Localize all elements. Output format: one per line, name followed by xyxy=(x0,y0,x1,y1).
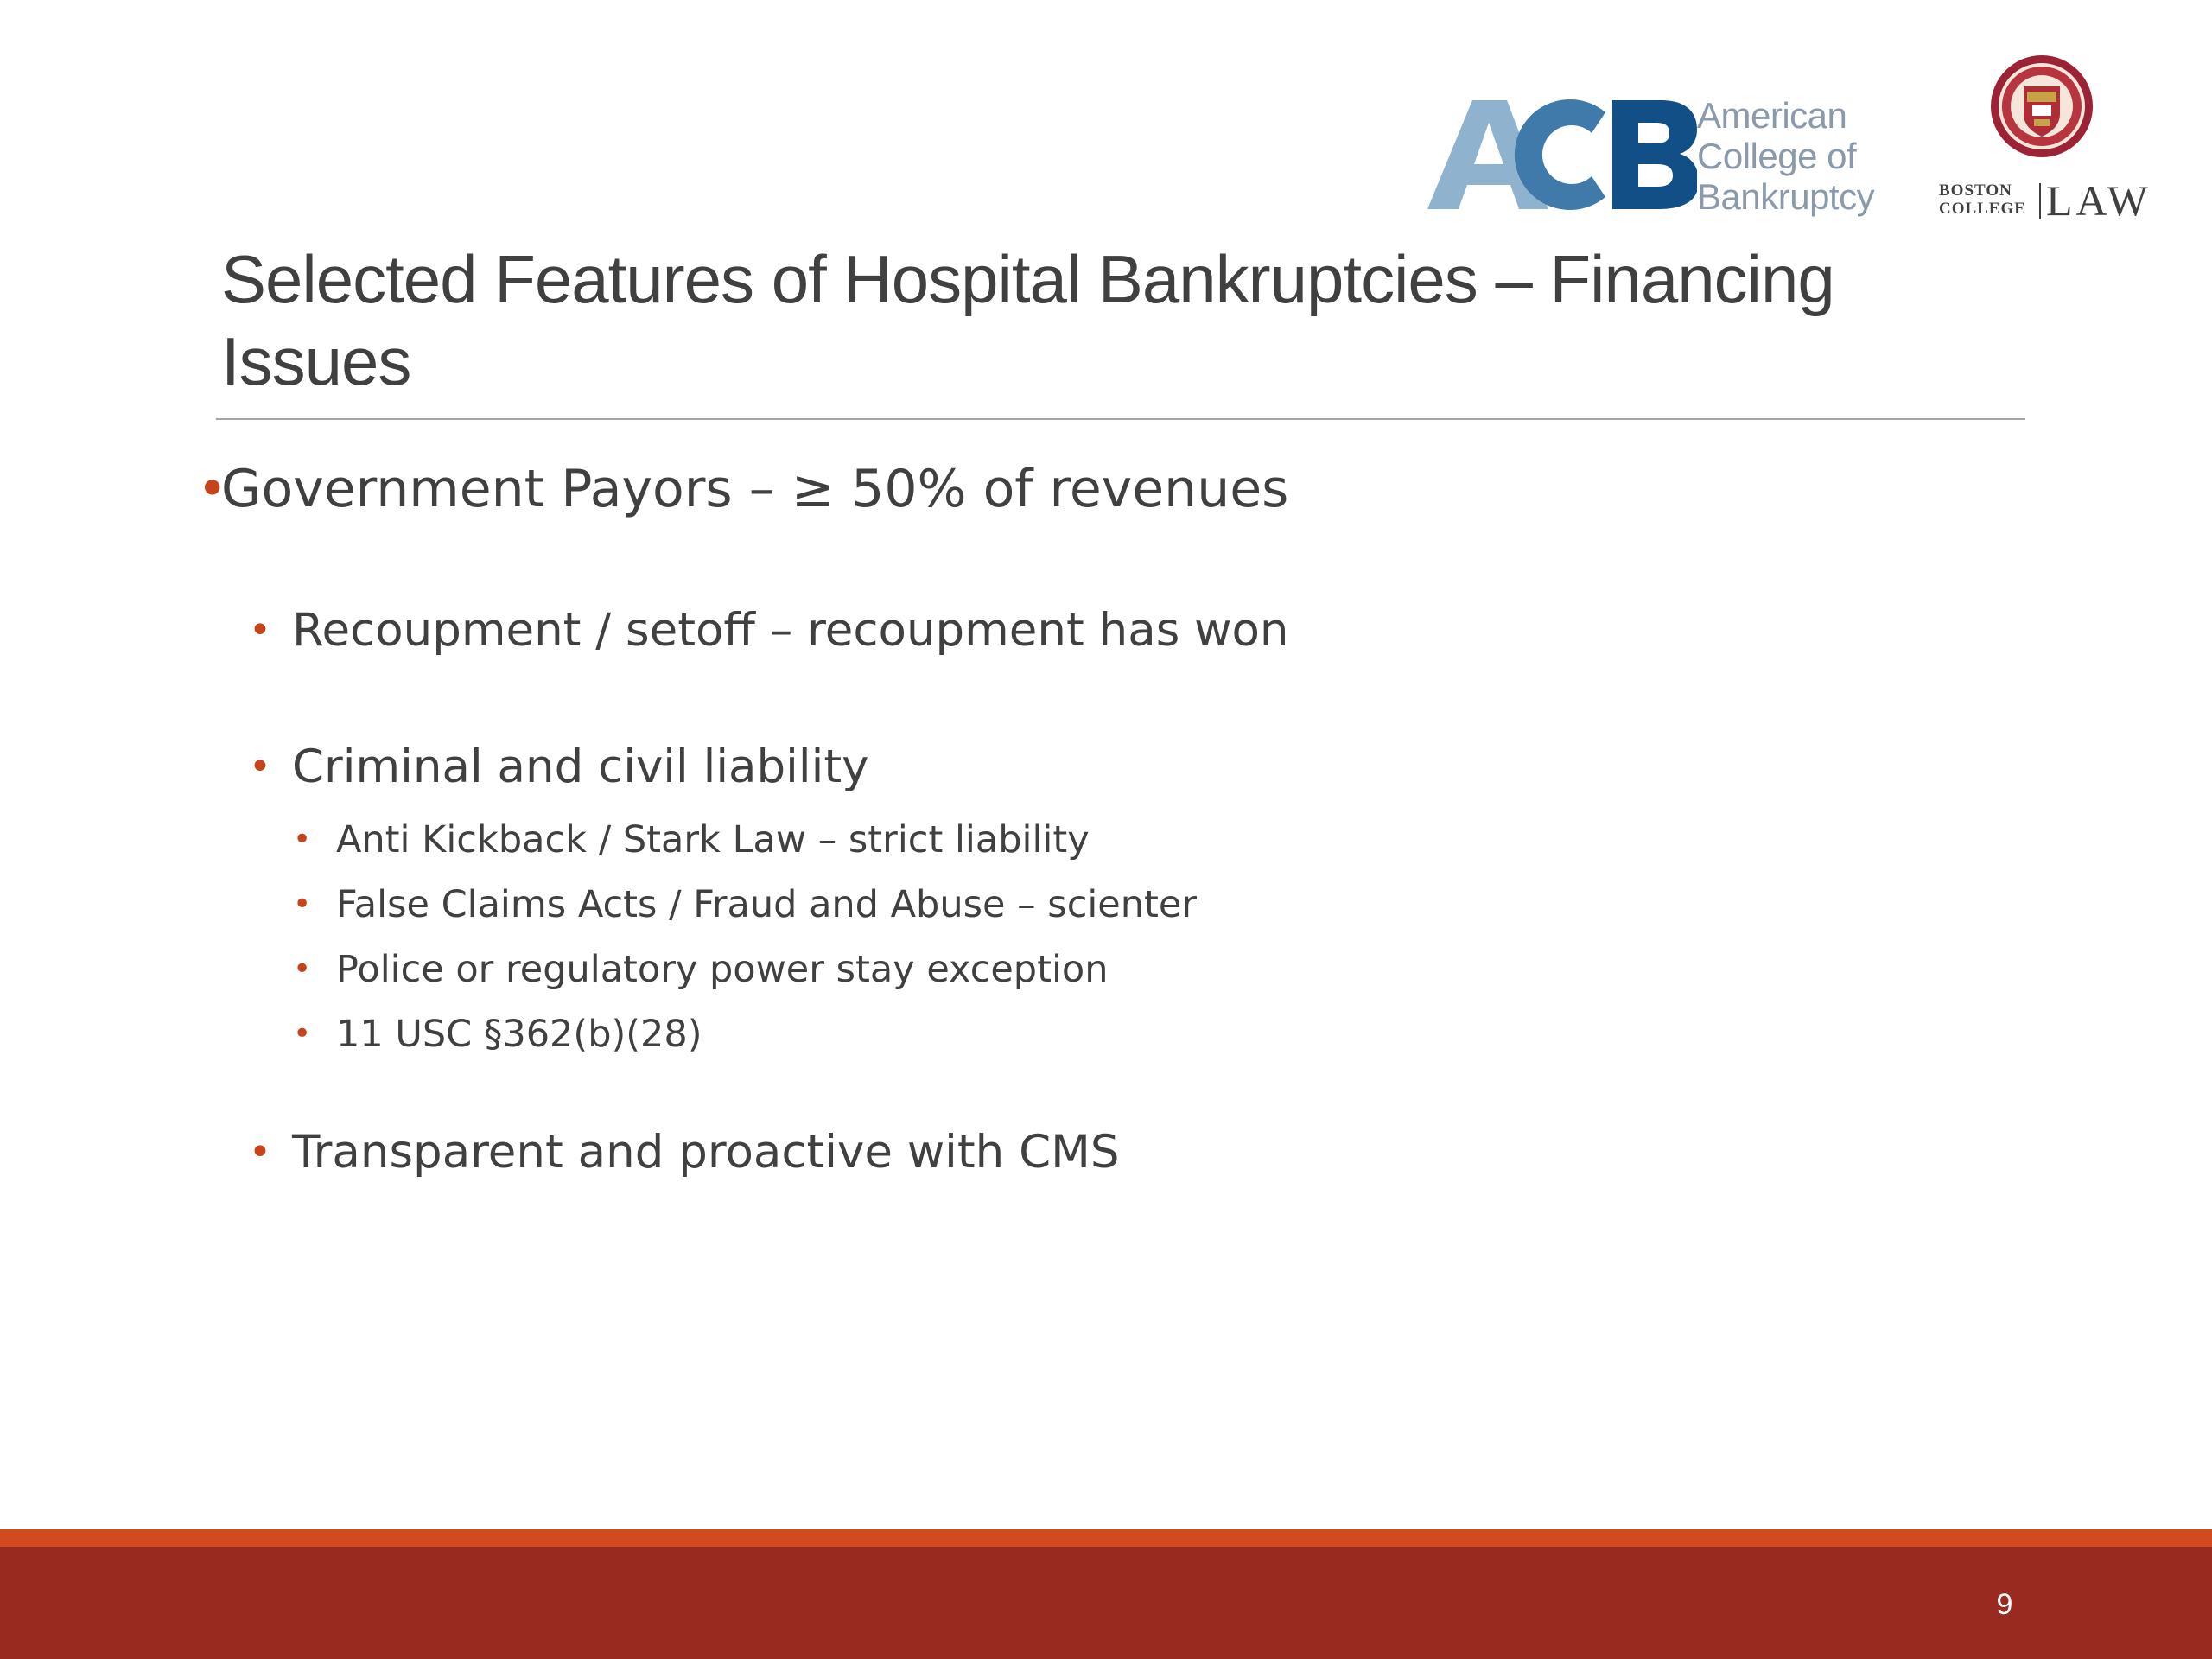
boston-college-seal-icon xyxy=(1989,54,2094,159)
footer-band xyxy=(0,1547,2212,1659)
bullet-marker: • xyxy=(249,745,271,789)
bullet-government-payors xyxy=(197,458,1289,520)
bullet-text: 11 USC §362(b)(28) xyxy=(336,1013,702,1056)
bullet-text: False Claims Acts / Fraud and Abuse – scienter xyxy=(336,883,1197,926)
bullet-marker: • xyxy=(197,459,228,519)
acb-word-2: College of xyxy=(1697,136,1857,176)
acb-letter-b xyxy=(1612,100,1697,209)
acb-logo-mark xyxy=(1427,92,1697,221)
acb-word-3: Bankruptcy xyxy=(1697,176,1875,217)
bullet-usc-citation xyxy=(293,1012,702,1057)
acb-word-1: American xyxy=(1697,95,1847,136)
page-number: 9 xyxy=(1996,1588,2013,1621)
bullet-text: Anti Kickback / Stark Law – strict liability xyxy=(336,818,1090,861)
bullet-text: Recoupment / setoff – recoupment has won xyxy=(292,604,1289,657)
bullet-text: Criminal and civil liability xyxy=(292,741,869,793)
bullet-text: Police or regulatory power stay exception xyxy=(336,948,1109,991)
acb-logo-wordmark xyxy=(1697,95,1874,217)
bullet-recoupment xyxy=(249,603,1289,658)
title-divider xyxy=(216,418,2025,420)
boston-college-law-logo xyxy=(1932,54,2157,226)
bullet-text: Transparent and proactive with CMS xyxy=(292,1126,1120,1179)
bullet-criminal-civil-liability xyxy=(249,740,869,795)
acb-logo xyxy=(1427,92,1885,221)
bc-word-law: LAW xyxy=(2046,176,2152,225)
bullet-marker: • xyxy=(249,608,271,652)
bullet-marker: • xyxy=(293,951,312,987)
bullet-marker: • xyxy=(293,822,312,857)
bc-word-boston: BOSTON xyxy=(1939,181,2012,200)
bullet-anti-kickback xyxy=(293,817,1090,862)
bc-logo-divider xyxy=(2039,183,2041,219)
bullet-text: Government Payors – ≥ 50% of revenues xyxy=(221,459,1289,519)
bullet-marker: • xyxy=(293,887,312,922)
footer-accent-stripe xyxy=(0,1529,2212,1547)
bullet-police-power xyxy=(293,947,1109,992)
bullet-marker: • xyxy=(249,1130,271,1174)
bc-word-college: COLLEGE xyxy=(1939,200,2026,218)
bullet-false-claims xyxy=(293,882,1197,927)
slide-title: Selected Features of Hospital Bankruptcies – Financing Issues xyxy=(221,241,1834,399)
bullet-transparent-cms xyxy=(249,1125,1120,1180)
bullet-marker: • xyxy=(293,1016,312,1052)
